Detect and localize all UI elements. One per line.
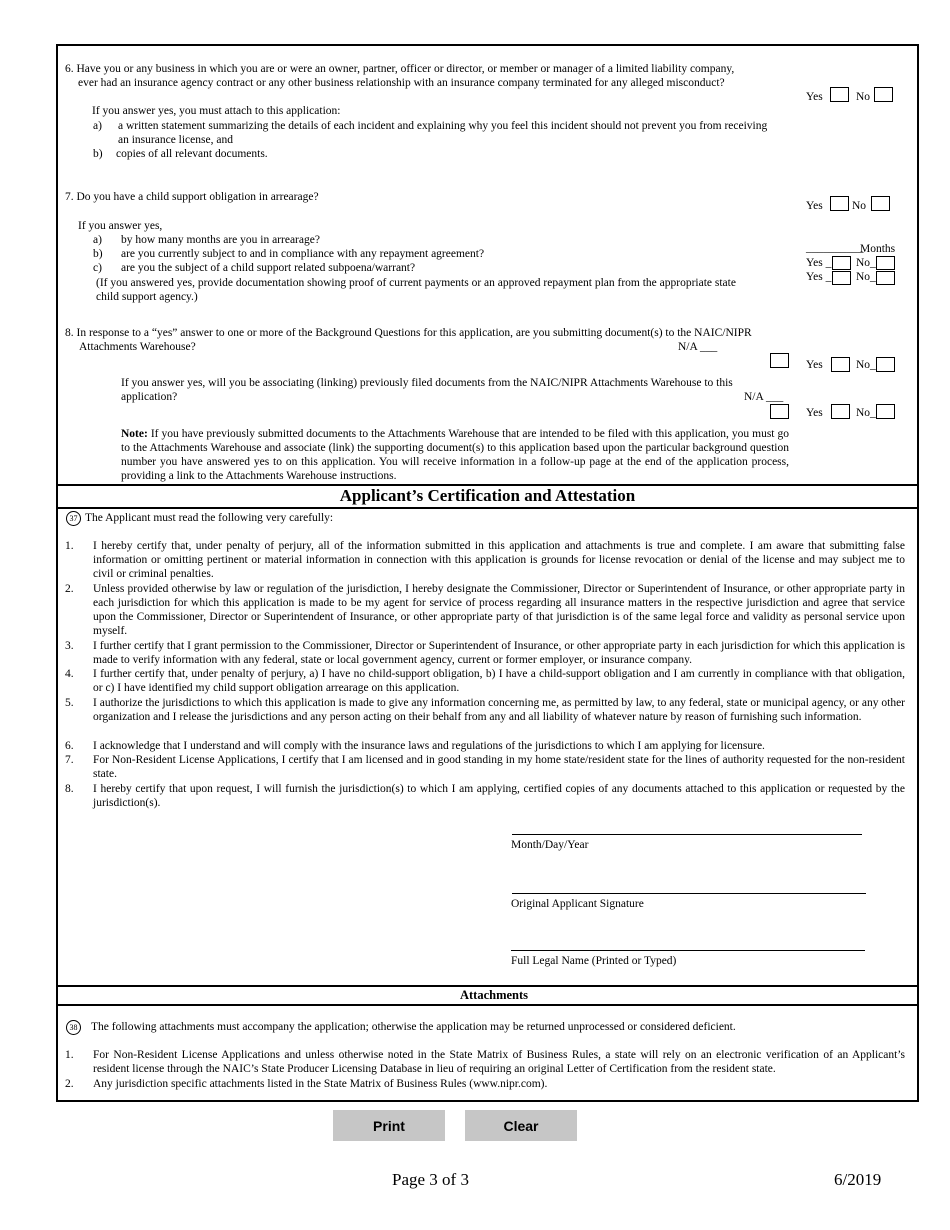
q7-no-label: No [852, 200, 867, 212]
cert-item-1: 1. I hereby certify that, under penalty of perjury, all of the information submitted in this application and attachments is true and complete. I am aware that submitting false information or omitting pertinent or material information in connection with this application is grounds for license revocation or denial of the license and may subject me to civil or criminal penalties. [65, 540, 905, 580]
q8-sub-line2: application? [121, 391, 178, 403]
q6-no-checkbox[interactable] [874, 87, 893, 102]
q7-a-label: a) [93, 234, 102, 246]
q7-yes-checkbox[interactable] [830, 196, 849, 211]
q6-yes-label: Yes [806, 91, 823, 103]
q8-na-checkbox[interactable] [770, 353, 789, 368]
cert-intro-row [66, 511, 333, 526]
q8-note-text: If you have previously submitted documents to the Attachments Warehouse that are intended to be filed with this application, you must go to the Attachments Warehouse and associate (link) the supporting document(s) to this application based upon the particular background question number you have answered yes to on this application. You will receive information in a follow-up page at the end of the application process, providing a link to the Attachments Warehouse instructions. [121, 428, 789, 482]
clear-button[interactable]: Clear [465, 1110, 577, 1141]
q7c-no-checkbox[interactable] [876, 271, 895, 285]
page-number: Page 3 of 3 [392, 1170, 469, 1189]
attachments-title: Attachments [459, 988, 529, 1002]
signature-label: Original Applicant Signature [511, 898, 644, 910]
cert-item-8: 8. I hereby certify that upon request, I will furnish the jurisdiction(s) to which I am applying, certified copies of any documents attached to this application or requested by the jurisdiction(s). [65, 783, 905, 809]
q7-a-text: by how many months are you in arrearage? [121, 234, 320, 246]
q7-months-blank[interactable]: __________ [806, 242, 864, 254]
print-button[interactable]: Print [333, 1110, 445, 1141]
cert-item-5: 5. I authorize the jurisdictions to which this application is made to give any information concerning me, as permitted by law, to any federal, state or municipal agency, or any other organization and I release the jurisdictions and any person acting on their behalf from any and all liability of whatever nature by reason of furnishing such information. [65, 697, 905, 723]
q6-a-text: a written statement summarizing the details of each incident and explaining why you feel this incident should not prevent you from receiving an insurance license, and [118, 120, 768, 146]
q7-note-line1: (If you answered yes, provide documentation showing proof of current payments or an approved repayment plan from the appropriate state [96, 277, 736, 289]
q6-no-label: No [856, 91, 871, 103]
q6-b-text: copies of all relevant documents. [116, 148, 268, 160]
form-date: 6/2019 [834, 1170, 882, 1189]
q7-months-label: Months [860, 243, 896, 255]
q8-no-checkbox[interactable] [876, 357, 895, 372]
divider-attach-bottom [56, 1004, 919, 1006]
q7-note-line2: child support agency.) [96, 291, 198, 303]
q7-c-label: c) [93, 262, 102, 274]
cert-item-3: 3. I further certify that I grant permission to the Commissioner, Director or Superintendent of Insurance, or other appropriate party in each jurisdiction for which this application is made to verify information with any federal, state or local government agency, current or former employer, or insurance company. [65, 640, 905, 666]
q6-yes-checkbox[interactable] [830, 87, 849, 102]
q8-text-line2: Attachments Warehouse? [79, 341, 196, 353]
q7-c-text: are you the subject of a child support related subpoena/warrant? [121, 262, 416, 274]
divider-cert-bottom [56, 507, 919, 509]
q8-sub-no-checkbox[interactable] [876, 404, 895, 419]
q6-b-label: b) [93, 148, 103, 160]
attachment-item-1: 1. For Non-Resident License Applications and unless otherwise noted in the State Matrix of Business Rules, a state will rely on an electronic verification of an Applicant’s resident license through the NAIC’s State Producer Licensing Database in lieu of requiring an original Letter of Certification from the resident state. [65, 1049, 905, 1075]
q7b-yes-checkbox[interactable] [832, 256, 851, 270]
q6-a-label: a) [93, 120, 102, 132]
name-field-line[interactable] [511, 950, 865, 951]
q8-yes-checkbox[interactable] [831, 357, 850, 372]
q8-sub-yes-checkbox[interactable] [831, 404, 850, 419]
q7-b-label: b) [93, 248, 103, 260]
q8-text-line1: 8. In response to a “yes” answer to one or more of the Background Questions for this application, are you submitting document(s) to the NAIC/NIPR [65, 327, 752, 339]
q8-sub-na-checkbox[interactable] [770, 404, 789, 419]
q7-text: 7. Do you have a child support obligation in arrearage? [65, 191, 319, 203]
q6-if-yes: If you answer yes, you must attach to this application: [92, 105, 341, 117]
q8-yes-label: Yes [806, 359, 823, 371]
q8-note-label: Note: [121, 428, 148, 440]
q8-sub-line1: If you answer yes, will you be associating (linking) previously filed documents from the NAIC/NIPR Attachments Warehouse to this [121, 377, 733, 389]
q8-sub-no-label: No_ [856, 407, 876, 419]
q8-note [121, 427, 789, 483]
q7c-yes-checkbox[interactable] [832, 271, 851, 285]
cert-number-badge: 37 [66, 511, 81, 526]
date-field-line[interactable] [512, 834, 862, 835]
q7-no-checkbox[interactable] [871, 196, 890, 211]
attachments-intro-row [66, 1020, 736, 1035]
name-label: Full Legal Name (Printed or Typed) [511, 955, 677, 967]
q7-if-yes: If you answer yes, [78, 220, 163, 232]
q6-text-line1: 6. Have you or any business in which you are or were an owner, partner, officer or director, or member or manager of a limited liability company, [65, 63, 735, 75]
attachments-number-badge: 38 [66, 1020, 81, 1035]
cert-item-4: 4. I further certify that, under penalty of perjury, a) I have no child-support obligation, b) I have a child-support obligation and I am currently in compliance with that obligation, or c) I have identified my child support obligation arrearage on this application. [65, 668, 905, 694]
cert-item-6: 6. I acknowledge that I understand and will comply with the insurance laws and regulations of the jurisdictions to which I am applying for licensure. [65, 740, 765, 752]
q7c-yes-label: Yes _ [806, 271, 832, 283]
cert-item-2: 2. Unless provided otherwise by law or regulation of the jurisdiction, I hereby designate the Commissioner, Director or Superintendent of Insurance, or other appropriate party in each jurisdiction for which this application is made to be my agent for service of process regarding all insurance matters in the respective jurisdiction and agree that service upon the Commissioner, Director or Superintendent of Insurance, or other appropriate party of that jurisdiction is of the same legal force and validity as personal service upon myself. [65, 583, 905, 637]
cert-intro: The Applicant must read the following very carefully: [85, 512, 334, 525]
q7b-yes-label: Yes _ [806, 257, 832, 269]
q7b-no-checkbox[interactable] [876, 256, 895, 270]
signature-field-line[interactable] [512, 893, 866, 894]
q6-text-line2: ever had an insurance agency contract or any other business relationship with an insurance company terminated for any alleged misconduct? [78, 77, 725, 89]
q7-yes-label: Yes [806, 200, 823, 212]
attachment-item-2: 2. Any jurisdiction specific attachments listed in the State Matrix of Business Rules (www.nipr.com). [65, 1078, 548, 1090]
q7c-no-label: No_ [856, 271, 876, 283]
date-label: Month/Day/Year [511, 839, 589, 851]
q8-sub-na: N/A ___ [744, 391, 784, 403]
q8-na: N/A ___ [678, 341, 718, 353]
cert-item-7: 7. For Non-Resident License Applications, I certify that I am licensed and in good standing in my home state/resident state for the lines of authority requested for the non-resident state. [65, 754, 905, 780]
cert-title: Applicant’s Certification and Attestation [339, 486, 636, 505]
attachments-intro: The following attachments must accompany the application; otherwise the application may be returned unprocessed or considered deficient. [91, 1021, 736, 1034]
q7b-no-label: No_ [856, 257, 876, 269]
q7-b-text: are you currently subject to and in compliance with any repayment agreement? [121, 248, 485, 260]
q8-no-label: No_ [856, 359, 876, 371]
q8-sub-yes-label: Yes [806, 407, 823, 419]
